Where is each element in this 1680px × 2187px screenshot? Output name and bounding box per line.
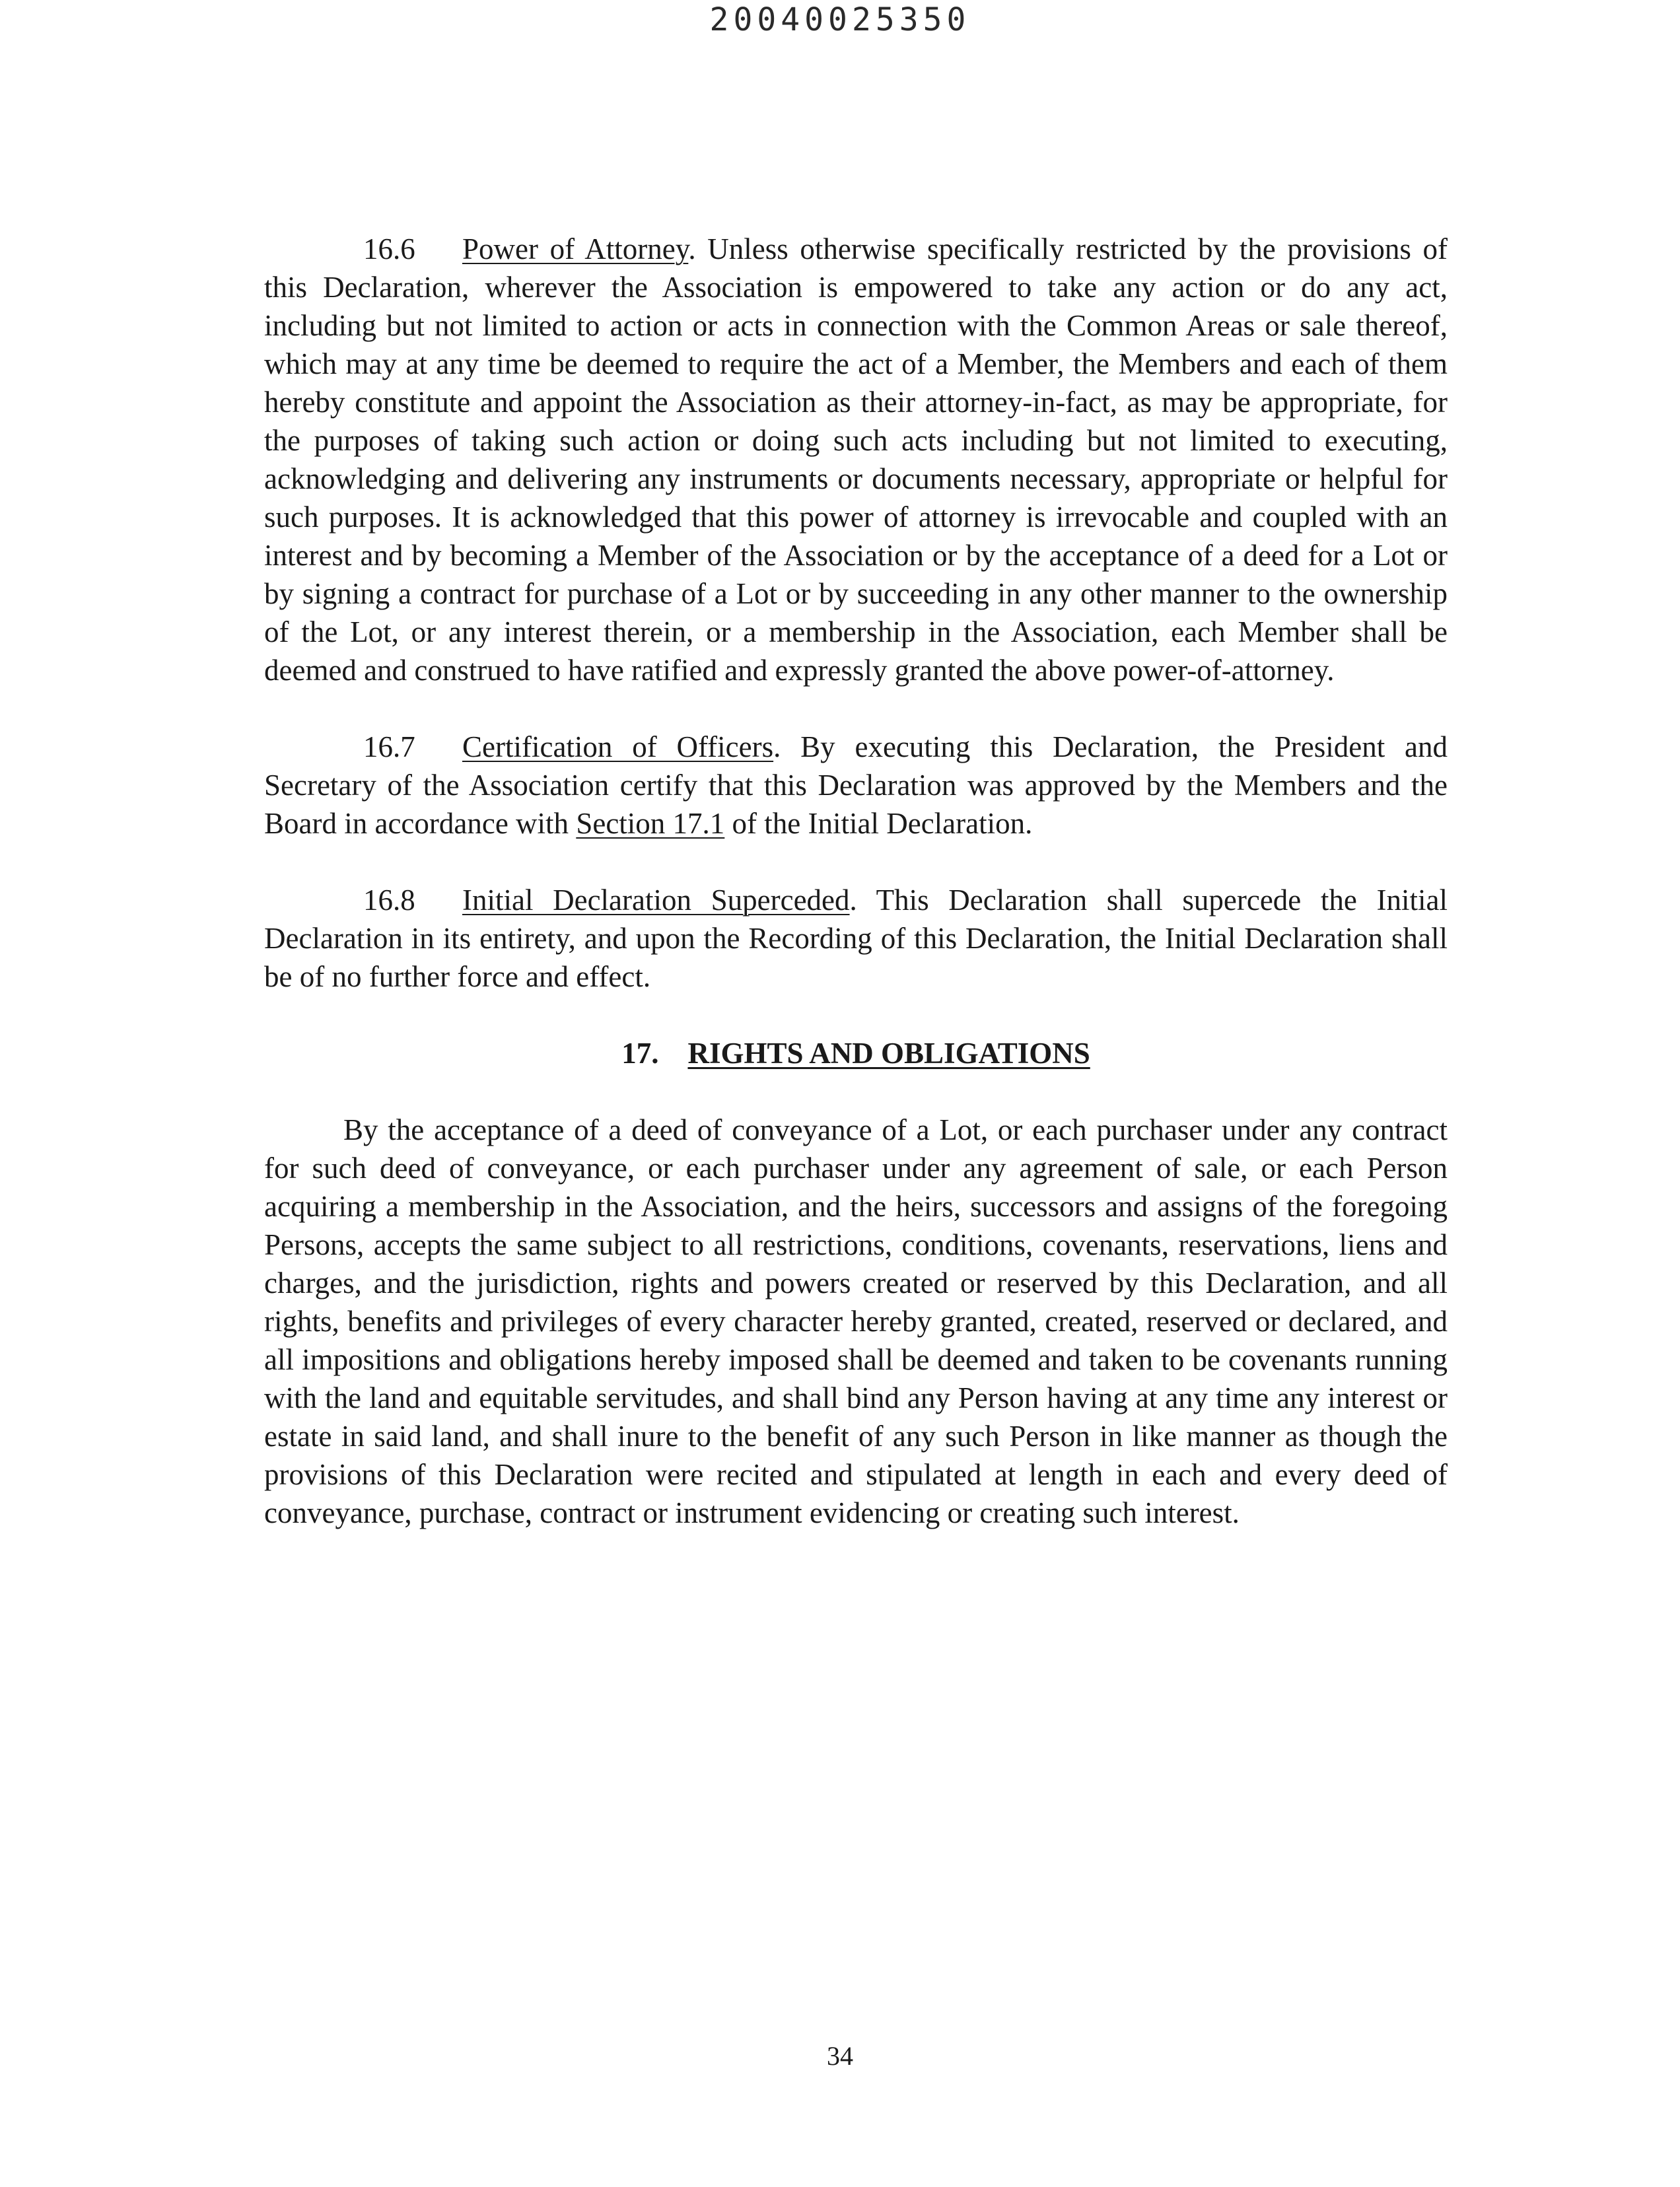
section-number: 16.6	[363, 232, 415, 265]
section-title: Power of Attorney	[462, 232, 689, 265]
page-body	[264, 230, 1448, 1570]
section-number: 16.8	[363, 884, 415, 917]
article-title: RIGHTS AND OBLIGATIONS	[687, 1037, 1090, 1070]
section-text: This Declaration shall supercede the Initial Declaration in its entirety, and upon the Recording of this Declaration, the Initial Declaration shall be of no further force and effect.	[264, 884, 1448, 993]
article-heading	[264, 1034, 1448, 1072]
article-text: By the acceptance of a deed of conveyance of a Lot, or each purchaser under any contract for such deed of conveyance, or each purchaser under any agreement of sale, or each Person acquiring a membership in the Association, and the heirs, successors and assigns of the foregoing Persons, accepts the same subject to all restrictions, conditions, covenants, reservations, liens and charges, and the jurisdiction, rights and powers created or reserved by this Declaration, and all rights, benefits and privileges of every character hereby granted, created, reserved or declared, and all impositions and obligations hereby imposed shall be deemed and taken to be covenants running with the land and equitable servitudes, and shall bind any Person having at any time any interest or estate in said land, and shall inure to the benefit of any such Person in like manner as though the provisions of this Declaration were recited and stipulated at length in each and every deed of conveyance, purchase, contract or instrument evidencing or creating such interest.	[264, 1113, 1448, 1529]
section-title: Initial Declaration Superceded	[462, 884, 850, 917]
section-text: By executing this Declaration, the President and Secretary of the Association certify that this Declaration was approved by the Members and the Board in accordance with	[264, 730, 1448, 840]
section-16-6: 16.6 Power of Attorney. Unless otherwise specifically restricted by the provisions of this Declaration, wherever the Association is empowered to take any action or do any act, including but not limited to action or acts in connection with the Common Areas or sale thereof, which may at any time be deemed to require the act of a Member, the Members and each of them hereby constitute and appoint the Association as their attorney-in-fact, as may be appropriate, for the purposes of taking such action or doing such acts including but not limited to executing, acknowledging and delivering any instruments or documents necessary, appropriate or helpful for such purposes. It is acknowledged that this power of attorney is irrevocable and coupled with an interest and by becoming a Member of the Association or by the acceptance of a deed for a Lot or by signing a contract for purchase of a Lot or by succeeding in any other manner to the ownership of the Lot, or any interest therein, or a membership in the Association, each Member shall be deemed and construed to have ratified and expressly granted the above power-of-attorney.	[264, 230, 1448, 689]
section-text-continued: of the Initial Declaration.	[732, 807, 1033, 840]
section-16-8: 16.8 Initial Declaration Superceded. This Declaration shall supercede the Initial Declaration in its entirety, and upon the Recording of this Declaration, the Initial Declaration shall be of no further force and effect.	[264, 881, 1448, 996]
section-reference: Section 17.1	[576, 807, 725, 840]
article-number: 17.	[621, 1037, 659, 1070]
section-text: Unless otherwise specifically restricted by the provisions of this Declaration, wherever the Association is empowered to take any action or do any act, including but not limited to action or acts in connection with the Common Areas or sale thereof, which may at any time be deemed to require the act of a Member, the Members and each of them hereby constitute and appoint the Association as their attorney-in-fact, as may be appropriate, for the purposes of taking such action or doing such acts including but not limited to executing, acknowledging and delivering any instruments or documents necessary, appropriate or helpful for such purposes. It is acknowledged that this power of attorney is irrevocable and coupled with an interest and by becoming a Member of the Association or by the acceptance of a deed for a Lot or by signing a contract for purchase of a Lot or by succeeding in any other manner to the ownership of the Lot, or any interest therein, or a membership in the Association, each Member shall be deemed and construed to have ratified and expressly granted the above power-of-attorney.	[264, 232, 1448, 687]
section-title: Certification of Officers	[462, 730, 774, 763]
article-17-body	[264, 1111, 1448, 1532]
section-number: 16.7	[363, 730, 415, 763]
page-number: 34	[827, 2041, 853, 2071]
document-number: 20040025350	[709, 1, 971, 38]
section-16-7: 16.7 Certification of Officers. By executing this Declaration, the President and Secretary of the Association certify that this Declaration was approved by the Members and the Board in accordance with Section 17.1 of the Initial Declaration.	[264, 728, 1448, 843]
